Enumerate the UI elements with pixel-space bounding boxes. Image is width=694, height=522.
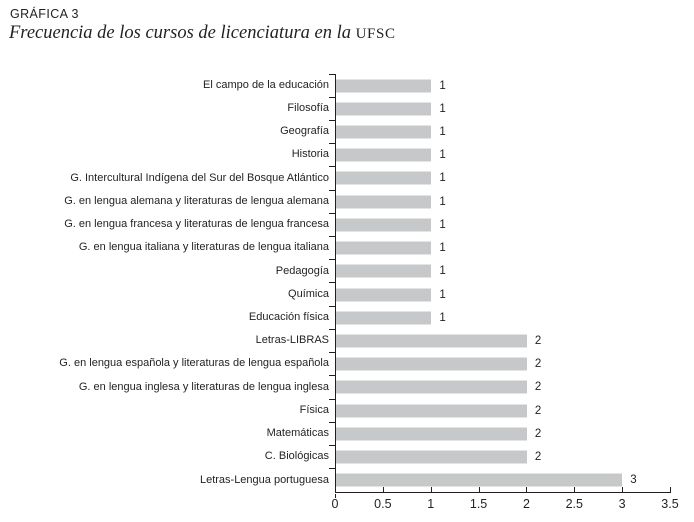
bar [336,79,431,92]
bar [336,195,431,208]
x-axis-tick [526,487,527,493]
value-label: 2 [534,358,542,371]
chart-row [0,376,670,399]
bar-track [335,306,670,329]
chart-row [0,237,670,260]
category-label: G. en lengua inglesa y literaturas de lengua inglesa [78,380,329,393]
category-label: C. Biológicas [264,450,329,463]
x-axis-tick-label: 2.5 [565,497,583,511]
bar-track [335,376,670,399]
bar-track [335,469,670,492]
chart-title-italic: Frecuencia de los cursos de licenciatura en la [9,23,356,43]
chart-row [0,399,670,422]
x-axis-line [335,492,670,493]
chart-rows [0,74,670,492]
bar [336,126,431,139]
bar [336,102,431,115]
chart-row [0,329,670,352]
category-label: Historia [291,148,329,161]
bar [336,218,431,231]
bar [336,451,527,464]
bar-track [335,167,670,190]
chart-row [0,260,670,283]
chart-row [0,353,670,376]
bar [336,172,431,185]
bar-track [335,190,670,213]
bar-track [335,260,670,283]
value-label: 1 [439,218,446,231]
bar-track [335,399,670,422]
bar-track [335,422,670,445]
x-axis-tick [431,487,432,493]
category-label: Letras-Lengua portuguesa [199,473,329,486]
chart-title-acronym: UFSC [355,26,396,42]
category-label: G. en lengua alemana y literaturas de lengua alemana [64,194,329,207]
bar [336,311,431,324]
category-label: Pedagogía [275,264,329,277]
chart-row [0,469,670,492]
value-label: 3 [630,474,637,487]
bar-chart [0,74,679,511]
value-label: 1 [439,311,446,324]
category-label: Química [288,287,329,300]
category-label: G. en lengua francesa y literaturas de lengua francesa [64,218,329,231]
x-axis-tick [383,487,384,493]
bar-track [335,213,670,236]
value-label: 2 [534,451,542,464]
x-axis-tick-label: 2 [522,497,530,511]
x-axis-tick-label: 0 [331,497,339,511]
chart-row [0,190,670,213]
x-axis-tick-label: 3 [618,497,626,511]
bar [336,149,431,162]
value-label: 2 [534,335,542,348]
bar-track [335,353,670,376]
bar [336,381,527,394]
chart-row [0,283,670,306]
bar-track [335,74,670,97]
category-label: Matemáticas [266,427,329,440]
category-label: Geografía [280,125,329,138]
bar [336,288,431,301]
category-label: Física [299,403,329,416]
value-label: 1 [439,242,446,255]
category-label: G. en lengua italiana y literaturas de lengua italiana [78,241,329,254]
x-axis-tick [479,487,480,493]
chart-row [0,446,670,469]
bar [336,474,622,487]
bar-track [335,283,670,306]
x-axis-labels [331,497,679,515]
x-axis-tick [574,487,575,493]
value-label: 1 [439,126,446,139]
bar-track [335,446,670,469]
category-label: Filosofía [287,102,329,115]
value-label: 1 [439,172,446,185]
bar [336,358,527,371]
value-label: 1 [439,79,446,92]
chart-row [0,97,670,120]
chart-row [0,306,670,329]
x-axis-tick-label: 1 [427,497,435,511]
bar-track [335,120,670,143]
chart-kicker: GRÁFICA 3 [10,7,79,21]
chart-row [0,213,670,236]
value-label: 1 [439,265,446,278]
value-label: 1 [439,149,446,162]
x-axis-tick [622,487,623,493]
chart-row [0,144,670,167]
x-axis-tick-label: 3.5 [661,497,679,511]
value-label: 1 [439,195,446,208]
value-label: 2 [534,381,542,394]
value-label: 1 [439,288,446,301]
bar [336,265,431,278]
chart-row [0,120,670,143]
bar [336,335,527,348]
bar-track [335,97,670,120]
category-label: El campo de la educación [203,78,329,91]
chart-row [0,167,670,190]
x-axis-tick [670,487,671,493]
chart-row [0,74,670,97]
bar [336,404,527,417]
x-axis-tick-label: 1.5 [469,497,488,511]
category-label: Letras-LIBRAS [255,334,329,347]
category-label: G. Intercultural Indígena del Sur del Bosque Atlántico [70,171,329,184]
bar-track [335,329,670,352]
bar-track [335,237,670,260]
bar-track [335,144,670,167]
bar [336,242,431,255]
chart-row [0,422,670,445]
category-label: Educación física [248,311,329,324]
category-label: G. en lengua española y literaturas de lengua española [59,357,329,370]
bar [336,427,527,440]
chart-title [9,23,396,44]
value-label: 1 [439,102,446,115]
x-axis-tick-label: 0.5 [374,497,392,511]
value-label: 2 [534,404,542,417]
value-label: 2 [534,427,542,440]
